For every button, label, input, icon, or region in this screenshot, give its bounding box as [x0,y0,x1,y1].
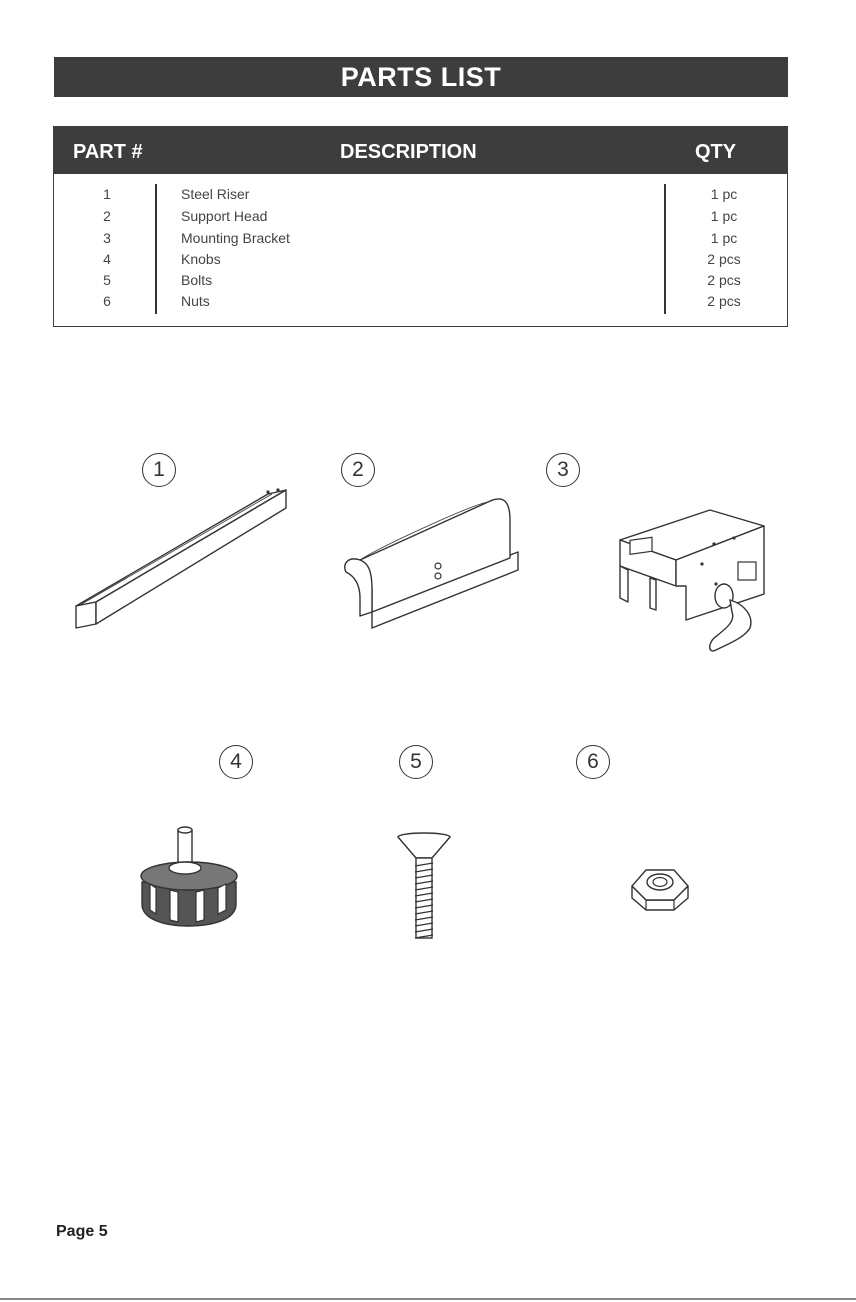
part-qty: 2 pcs [707,293,741,309]
part-number: 3 [103,230,111,246]
part-qty: 2 pcs [707,251,741,267]
column-header-description: DESCRIPTION [340,141,477,163]
column-header-qty: QTY [695,141,737,163]
column-header-part: PART # [73,141,143,163]
part-number: 2 [103,208,111,224]
part-description: Knobs [181,251,221,267]
part-label-circle: 4 [219,745,253,779]
table-header [54,127,787,174]
part-label-circle: 6 [576,745,610,779]
part-number: 5 [103,272,111,288]
nut-icon [628,862,692,914]
part-description: Steel Riser [181,186,250,202]
table-row [54,251,787,272]
part-qty: 2 pcs [707,272,741,288]
part-qty: 1 pc [710,230,738,246]
part-description: Mounting Bracket [181,230,290,246]
mounting-bracket-icon [604,504,776,662]
part-number: 6 [103,293,111,309]
part-qty: 1 pc [710,208,738,224]
table-row [54,293,787,314]
part-description: Nuts [181,293,210,309]
table-body [54,174,787,324]
part-description: Support Head [181,208,268,224]
table-row [54,186,787,207]
part-label-circle: 3 [546,453,580,487]
part-label-circle: 1 [142,453,176,487]
part-number: 1 [103,186,111,202]
part-qty: 1 pc [710,186,738,202]
knob-icon [136,826,248,930]
table-row [54,272,787,293]
part-label-circle: 5 [399,745,433,779]
table-row [54,208,787,229]
part-number: 4 [103,251,111,267]
bolt-icon [394,832,454,944]
parts-table [53,126,788,327]
part-label-circle: 2 [341,453,375,487]
page-number: Page 5 [56,1223,108,1240]
page-title: PARTS LIST [54,57,788,97]
part-description: Bolts [181,272,213,288]
support-head-icon [338,490,530,638]
bottom-rule [0,1298,856,1300]
table-row [54,230,787,251]
steel-riser-icon [72,484,292,632]
